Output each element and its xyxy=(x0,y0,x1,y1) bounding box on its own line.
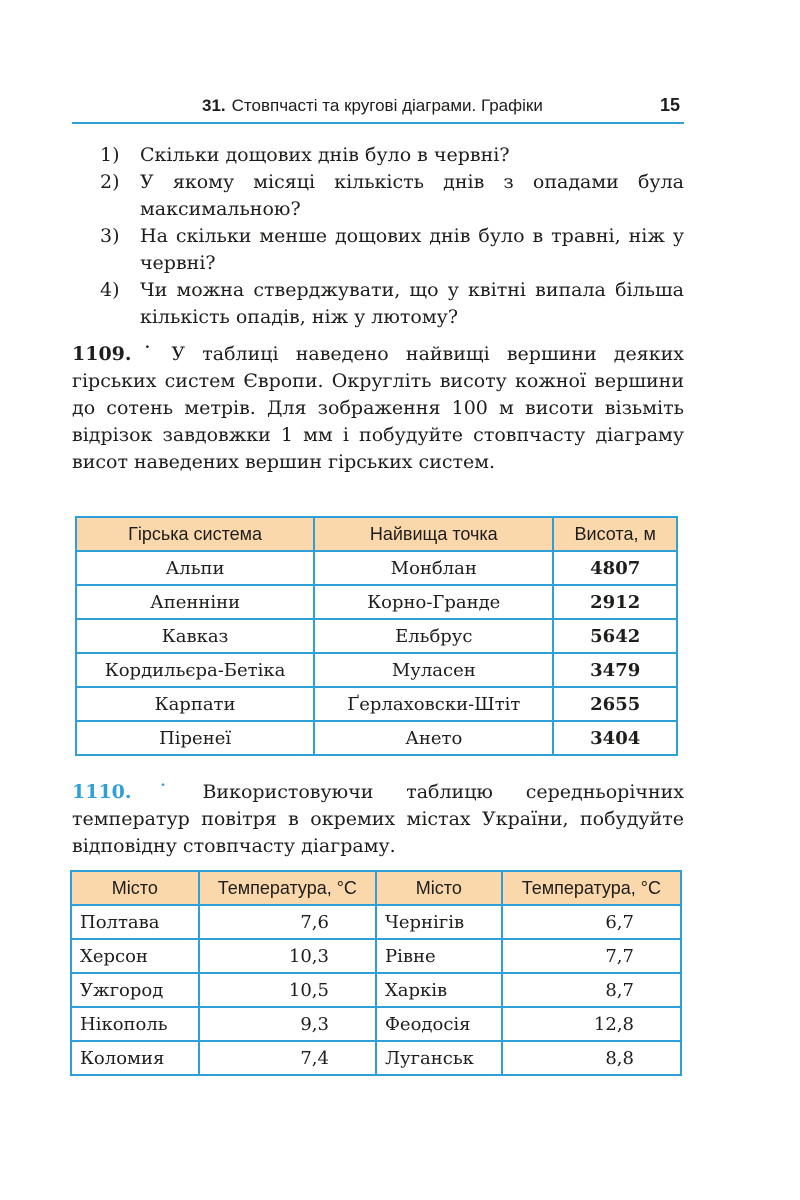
height-cell: 5642 xyxy=(553,619,677,653)
table-row xyxy=(76,653,677,687)
exercise-number: 1109.˙ xyxy=(72,343,164,365)
height-cell: 2912 xyxy=(553,585,677,619)
city-cell: Полтава xyxy=(71,905,199,939)
table-row xyxy=(76,551,677,585)
question-number: 1) xyxy=(100,144,120,166)
mountain-system-cell: Кордильєра-Бетіка xyxy=(76,653,314,687)
temperature-cell: 6,7 xyxy=(502,905,681,939)
height-cell: 3404 xyxy=(553,721,677,755)
section-title: Стовпчасті та кругові діаграми. Графіки xyxy=(231,96,543,115)
temperature-cell: 12,8 xyxy=(502,1007,681,1041)
column-header: Температура, °С xyxy=(502,871,681,905)
height-cell: 2655 xyxy=(553,687,677,721)
height-cell: 3479 xyxy=(553,653,677,687)
temperature-cell: 8,8 xyxy=(502,1041,681,1075)
table-header-row xyxy=(76,517,677,551)
city-cell: Рівне xyxy=(376,939,502,973)
question-text: Чи можна стверджувати, що у квітні випала більша кількість опадів, ніж у лютому? xyxy=(140,279,684,328)
exercise-text: Використовуючи таблицю середньорічних температур повітря в окремих містах України, побудуйте відповідну стовпчасту діаграму. xyxy=(72,781,684,857)
column-header: Найвища точка xyxy=(314,517,553,551)
temperature-cell: 10,3 xyxy=(199,939,376,973)
section-number: 31. xyxy=(202,96,226,115)
mountains-table xyxy=(75,516,678,756)
question-number: 3) xyxy=(100,225,120,247)
table-row xyxy=(71,1007,681,1041)
mountain-system-cell: Апенніни xyxy=(76,585,314,619)
question-list xyxy=(100,142,684,331)
city-cell: Коломия xyxy=(71,1041,199,1075)
table-row xyxy=(76,585,677,619)
temperature-cell: 7,7 xyxy=(502,939,681,973)
highest-point-cell: Ането xyxy=(314,721,553,755)
city-cell: Нікополь xyxy=(71,1007,199,1041)
city-cell: Харків xyxy=(376,973,502,1007)
table-header-row xyxy=(71,871,681,905)
temperature-cell: 10,5 xyxy=(199,973,376,1007)
temperature-cell: 8,7 xyxy=(502,973,681,1007)
highest-point-cell: Монблан xyxy=(314,551,553,585)
highest-point-cell: Ґерлаховски-Штіт xyxy=(314,687,553,721)
exercise-text: У таблиці наведено найвищі вершини деяких гірських систем Європи. Округліть висоту кожної вершини до сотень метрів. Для зображення 100 м висоти візьміть відрізок завдовжки 1 мм і побудуйте стовпчасту діаграму висот наведених вершин гірських систем. xyxy=(72,343,684,473)
column-header: Висота, м xyxy=(553,517,677,551)
mountain-system-cell: Піренеї xyxy=(76,721,314,755)
mountain-system-cell: Кавказ xyxy=(76,619,314,653)
table-row xyxy=(71,939,681,973)
table-row xyxy=(76,721,677,755)
exercise-1109 xyxy=(72,341,684,476)
question-item xyxy=(100,169,684,223)
mountain-system-cell: Карпати xyxy=(76,687,314,721)
highest-point-cell: Ельбрус xyxy=(314,619,553,653)
question-text: На скільки менше дощових днів було в травні, ніж у червні? xyxy=(140,225,684,274)
highest-point-cell: Муласен xyxy=(314,653,553,687)
question-item xyxy=(100,277,684,331)
question-item xyxy=(100,142,684,169)
question-number: 2) xyxy=(100,171,120,193)
question-number: 4) xyxy=(100,279,120,301)
page-header xyxy=(72,92,684,124)
question-text: Скільки дощових днів було в червні? xyxy=(140,144,510,166)
column-header: Гірська система xyxy=(76,517,314,551)
temperature-cell: 9,3 xyxy=(199,1007,376,1041)
mountain-system-cell: Альпи xyxy=(76,551,314,585)
table-row xyxy=(76,619,677,653)
exercise-number: 1110.˙ xyxy=(72,781,195,803)
exercise-1110 xyxy=(72,779,684,860)
question-text: У якому місяці кількість днів з опадами була максимальною? xyxy=(140,171,684,220)
table-row xyxy=(71,905,681,939)
temperature-cell: 7,4 xyxy=(199,1041,376,1075)
height-cell: 4807 xyxy=(553,551,677,585)
column-header: Температура, °С xyxy=(199,871,376,905)
city-cell: Херсон xyxy=(71,939,199,973)
city-cell: Чернігів xyxy=(376,905,502,939)
table-row xyxy=(76,687,677,721)
highest-point-cell: Корно-Гранде xyxy=(314,585,553,619)
running-header-title xyxy=(202,96,543,116)
city-cell: Феодосія xyxy=(376,1007,502,1041)
temperature-cell: 7,6 xyxy=(199,905,376,939)
table-row xyxy=(71,973,681,1007)
city-cell: Ужгород xyxy=(71,973,199,1007)
column-header: Місто xyxy=(376,871,502,905)
table-row xyxy=(71,1041,681,1075)
page-number: 15 xyxy=(659,95,680,115)
city-cell: Луганськ xyxy=(376,1041,502,1075)
temperature-table xyxy=(70,870,682,1076)
column-header: Місто xyxy=(71,871,199,905)
question-item xyxy=(100,223,684,277)
